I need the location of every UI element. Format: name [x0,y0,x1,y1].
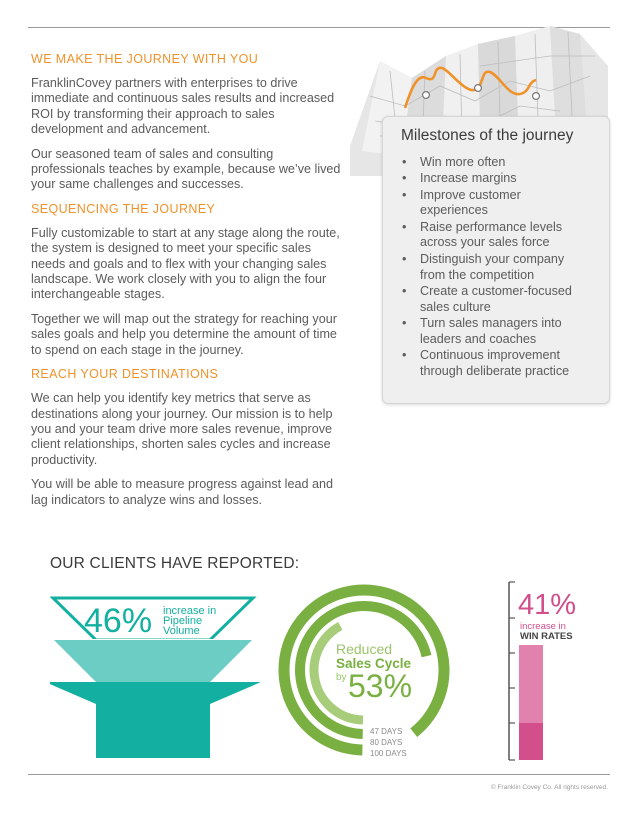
milestone-text: through deliberate practice [420,363,570,378]
list-item [401,316,609,348]
sales-cycle-by: by [336,672,347,683]
section-sequencing [31,202,343,358]
pipeline-label: increase in [163,605,217,617]
list-item [401,188,609,220]
milestone-text: from the competition [420,267,535,282]
main-text-column [31,52,343,517]
sales-cycle-value: 53% [348,668,413,704]
copyright-footer: © Franklin Covey Co. All rights reserved. [490,784,608,791]
paragraph: You will be able to measure progress against lead and lag indicators to analyze wins and losses. [31,477,333,507]
list-item [401,220,609,252]
sales-cycle-line1: Reduced [336,641,393,657]
day-label: 80 DAYS [370,738,403,747]
milestone-text: experiences [420,203,488,218]
pipeline-label: Pipeline [163,615,203,627]
funnel-bottom [50,682,260,758]
milestone-text: Create a customer-focused [420,283,572,298]
milestone-text: Distinguish your company [420,251,565,266]
bullet-icon: • [402,219,407,234]
section-heading: WE MAKE THE JOURNEY WITH YOU [31,52,259,66]
milestone-text: Win more often [420,155,506,169]
sales-cycle-chart [276,578,476,768]
paragraph: We can help you identify key metrics that serve as destinations along your journey. Our mission is to help you and your team drive more sales revenue, improve client relationships, shorten sales cycles and increase productivity. [31,391,333,467]
paragraph: Fully customizable to start at any stage along the route, the system is designed to meet your specific sales needs and goals and to flex with your changing sales landscape. We work closely with you to align the four interchangeable stages. [31,225,340,302]
milestone-text: Raise performance levels [420,219,563,234]
milestones-title: Milestones of the journey [401,127,574,144]
section-journey [31,52,343,193]
milestones-list [383,155,609,380]
milestone-text: Improve customer [420,187,521,202]
bullet-icon: • [402,251,407,266]
paragraph: Our seasoned team of sales and consulting professionals teaches by example, because we’ve lived your same challenges and successes. [31,146,341,192]
win-rates-value: 41% [518,589,577,621]
bullet-icon: • [402,315,407,330]
milestone-text: Turn sales managers into [420,315,562,330]
milestones-card [382,116,610,404]
list-item [401,284,609,316]
section-heading: REACH YOUR DESTINATIONS [31,367,219,382]
sales-cycle-line2: Sales Cycle [336,656,412,671]
bullet-icon: • [402,283,407,298]
clients-title: OUR CLIENTS HAVE REPORTED: [50,555,300,572]
bullet-icon: • [402,348,407,363]
bullet-icon: • [402,187,407,202]
milestone-text: across your sales force [420,235,550,250]
bottom-rule [28,774,610,775]
list-item [401,252,609,284]
paragraph: FranklinCovey partners with enterprises to drive immediate and continuous sales results and increased ROI by transforming their approach to sales development and advancement. [31,76,335,137]
milestone-text: leaders and coaches [420,331,537,346]
pipeline-value: 46% [84,602,153,640]
milestone-text: Continuous improvement [420,348,561,363]
funnel-top [53,598,253,640]
day-label: 100 DAYS [370,749,407,758]
pipeline-funnel [50,592,260,762]
funnel-band [54,640,252,682]
list-item [401,155,609,171]
list-item [401,348,609,380]
section-heading: SEQUENCING THE JOURNEY [31,201,216,216]
paragraph: Together we will map out the strategy for reaching your sales goals and help you determine the amount of time to spend on each stage in the journey. [31,311,337,357]
win-rates-chart [498,578,608,764]
list-item [401,171,609,187]
win-rates-line1: increase in [520,621,566,632]
win-rates-bar-base [519,723,543,760]
section-destinations [31,367,343,508]
pipeline-label: Volume [163,625,200,637]
milestone-text: sales culture [420,299,491,314]
day-label: 47 DAYS [370,727,403,736]
bullet-icon: • [402,155,407,169]
win-rates-line2: WIN RATES [520,631,573,642]
bullet-icon: • [402,171,407,186]
milestone-text: Increase margins [420,171,517,186]
